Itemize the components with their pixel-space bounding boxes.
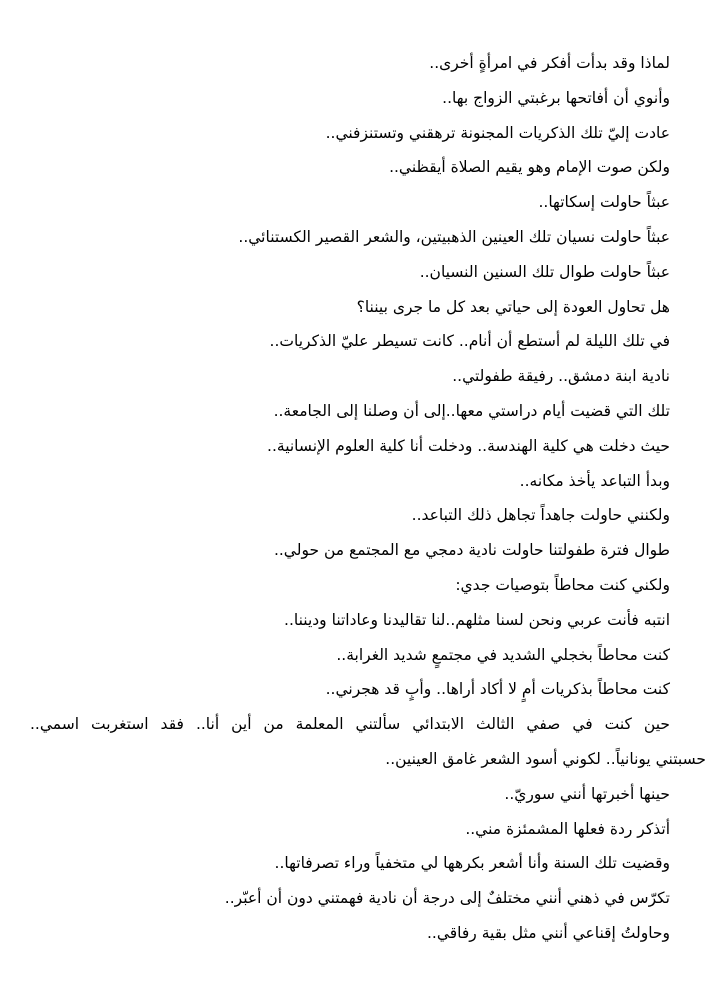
text-line: لماذا وقد بدأت أفكر في امرأةٍ أخرى.. [429, 54, 670, 72]
text-line: عادت إليّ تلك الذكريات المجنونة ترهقني وتستنزفني.. [325, 123, 670, 142]
text-line: هل تحاول العودة إلى حياتي بعد كل ما جرى بيننا؟ [356, 297, 670, 316]
text-line: تكرّس في ذهني أنني مختلفٌ إلى درجة أن نادية فهمتني دون أن أعبّر.. [224, 889, 670, 908]
text-line: حينها أخبرتها أنني سوريّ.. [504, 784, 670, 803]
text-body [30, 46, 706, 951]
text-line: نادية ابنة دمشق.. رفيقة طفولتي.. [452, 367, 670, 386]
text-line: انتبه فأنت عربي ونحن لسنا مثلهم..لنا تقاليدنا وعاداتنا وديننا.. [284, 610, 670, 629]
text-line: عبثاً حاولت طوال تلك السنين النسيان.. [419, 262, 670, 281]
text-line: وأنوي أن أفاتحها برغبتي الزواج بها.. [442, 88, 670, 107]
text-line: عبثاً حاولت إسكاتها.. [538, 193, 670, 212]
text-line: حسبتني يونانياً.. لكوني أسود الشعر غامق العينين.. [385, 749, 706, 768]
text-line: كنت محاطاً بخجلي الشديد في مجتمعٍ شديد الغرابة.. [336, 645, 670, 664]
text-line: ولكني كنت محاطاً بتوصيات جدي: [455, 575, 670, 594]
text-line: عبثاً حاولت نسيان تلك العينين الذهبيتين، والشعر القصير الكستنائي.. [238, 227, 670, 246]
text-line: وحاولتُ إقناعي أنني مثل بقية رفاقي.. [426, 923, 670, 942]
text-line: طوال فترة طفولتنا حاولت نادية دمجي مع المجتمع من حولي.. [273, 541, 670, 560]
text-line: كنت محاطاً بذكريات أمٍ لا أكاد أراها.. وأبٍ قد هجرني.. [325, 680, 670, 699]
text-line: حيث دخلت هي كلية الهندسة.. ودخلت أنا كلية العلوم الإنسانية.. [267, 436, 670, 455]
text-line: تلك التي قضيت أيام دراستي معها..إلى أن وصلنا إلى الجامعة.. [273, 401, 670, 420]
text-line: أتذكر ردة فعلها المشمئزة مني.. [465, 819, 670, 838]
text-line: ولكن صوت الإمام وهو يقيم الصلاة أيقظني.. [389, 158, 670, 177]
text-line: في تلك الليلة لم أستطع أن أنام.. كانت تسيطر عليّ الذكريات.. [269, 332, 670, 351]
text-line: ولكنني حاولت جاهداً تجاهل ذلك التباعد.. [411, 506, 670, 525]
text-line: وبدأ التباعد يأخذ مكانه.. [519, 471, 670, 490]
text-line: حين كنت في صفي الثالث الابتدائي سألتني المعلمة من أين أنا.. فقد استغربت اسمي.. [30, 715, 670, 734]
text-line: وقضيت تلك السنة وأنا أشعر بكرهها لي متخفياً وراء تصرفاتها.. [274, 854, 670, 873]
